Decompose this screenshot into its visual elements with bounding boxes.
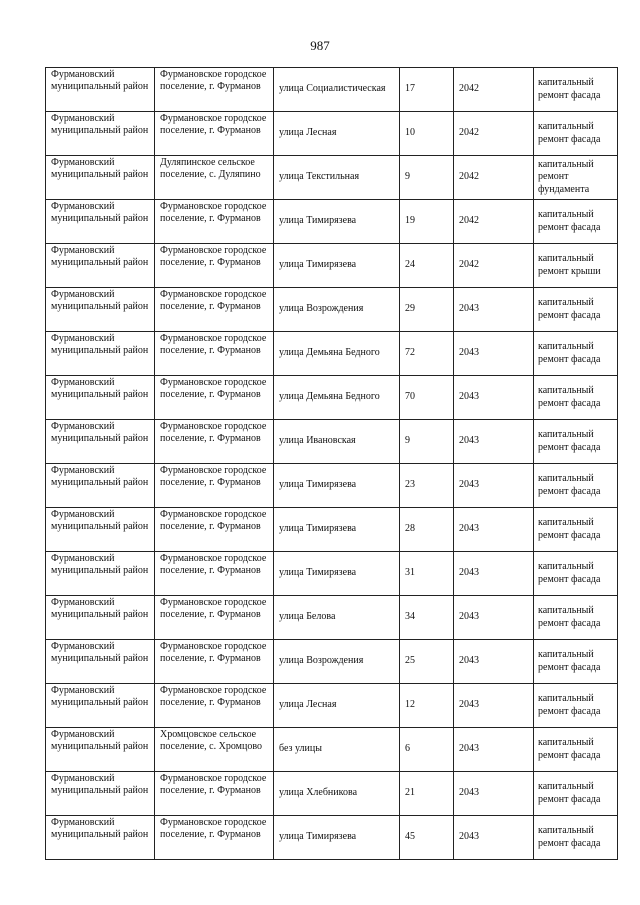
district-cell: Фурмановский муниципальный район xyxy=(46,596,155,640)
street-cell: улица Возрождения xyxy=(274,640,400,684)
house-number-cell: 10 xyxy=(400,112,454,156)
work-type-cell: капитальный ремонт фасада xyxy=(534,684,618,728)
work-type-cell: капитальный ремонт фасада xyxy=(534,112,618,156)
year-cell: 2043 xyxy=(454,464,534,508)
house-number-cell: 23 xyxy=(400,464,454,508)
work-type-cell: капитальный ремонт фасада xyxy=(534,508,618,552)
house-number-cell: 19 xyxy=(400,200,454,244)
street-cell: улица Тимирязева xyxy=(274,200,400,244)
year-cell: 2043 xyxy=(454,376,534,420)
table-row xyxy=(46,684,618,728)
settlement-cell: Фурмановское городское поселение, г. Фурманов xyxy=(155,288,274,332)
district-cell: Фурмановский муниципальный район xyxy=(46,728,155,772)
table-row xyxy=(46,464,618,508)
work-type-cell: капитальный ремонт фасада xyxy=(534,288,618,332)
house-number-cell: 17 xyxy=(400,68,454,112)
district-cell: Фурмановский муниципальный район xyxy=(46,156,155,200)
street-cell: улица Демьяна Бедного xyxy=(274,332,400,376)
settlement-cell: Фурмановское городское поселение, г. Фурманов xyxy=(155,596,274,640)
district-cell: Фурмановский муниципальный район xyxy=(46,508,155,552)
table-row xyxy=(46,552,618,596)
settlement-cell: Фурмановское городское поселение, г. Фурманов xyxy=(155,508,274,552)
house-number-cell: 25 xyxy=(400,640,454,684)
house-number-cell: 28 xyxy=(400,508,454,552)
work-type-cell: капитальный ремонт фасада xyxy=(534,332,618,376)
settlement-cell: Фурмановское городское поселение, г. Фурманов xyxy=(155,68,274,112)
year-cell: 2043 xyxy=(454,552,534,596)
year-cell: 2042 xyxy=(454,68,534,112)
table-row xyxy=(46,200,618,244)
district-cell: Фурмановский муниципальный район xyxy=(46,420,155,464)
table-row xyxy=(46,420,618,464)
settlement-cell: Фурмановское городское поселение, г. Фурманов xyxy=(155,376,274,420)
table-row xyxy=(46,244,618,288)
repair-schedule-table xyxy=(45,67,618,860)
settlement-cell: Хромцовское сельское поселение, с. Хромцово xyxy=(155,728,274,772)
house-number-cell: 12 xyxy=(400,684,454,728)
page-number: 987 xyxy=(310,38,330,53)
street-cell: улица Тимирязева xyxy=(274,464,400,508)
year-cell: 2043 xyxy=(454,728,534,772)
house-number-cell: 34 xyxy=(400,596,454,640)
house-number-cell: 29 xyxy=(400,288,454,332)
street-cell: улица Тимирязева xyxy=(274,508,400,552)
work-type-cell: капитальный ремонт фасада xyxy=(534,200,618,244)
work-type-cell: капитальный ремонт фасада xyxy=(534,376,618,420)
district-cell: Фурмановский муниципальный район xyxy=(46,464,155,508)
table-row xyxy=(46,772,618,816)
table-row xyxy=(46,376,618,420)
table-row xyxy=(46,68,618,112)
street-cell: улица Ивановская xyxy=(274,420,400,464)
settlement-cell: Фурмановское городское поселение, г. Фурманов xyxy=(155,640,274,684)
settlement-cell: Фурмановское городское поселение, г. Фурманов xyxy=(155,464,274,508)
table-body xyxy=(46,68,618,860)
year-cell: 2043 xyxy=(454,816,534,860)
settlement-cell: Фурмановское городское поселение, г. Фурманов xyxy=(155,772,274,816)
district-cell: Фурмановский муниципальный район xyxy=(46,68,155,112)
district-cell: Фурмановский муниципальный район xyxy=(46,200,155,244)
year-cell: 2043 xyxy=(454,640,534,684)
work-type-cell: капитальный ремонт фасада xyxy=(534,68,618,112)
work-type-cell: капитальный ремонт фасада xyxy=(534,728,618,772)
work-type-cell: капитальный ремонт фасада xyxy=(534,772,618,816)
house-number-cell: 70 xyxy=(400,376,454,420)
settlement-cell: Фурмановское городское поселение, г. Фурманов xyxy=(155,332,274,376)
year-cell: 2043 xyxy=(454,596,534,640)
year-cell: 2043 xyxy=(454,288,534,332)
settlement-cell: Фурмановское городское поселение, г. Фурманов xyxy=(155,420,274,464)
year-cell: 2042 xyxy=(454,156,534,200)
house-number-cell: 24 xyxy=(400,244,454,288)
year-cell: 2042 xyxy=(454,200,534,244)
house-number-cell: 31 xyxy=(400,552,454,596)
year-cell: 2043 xyxy=(454,420,534,464)
year-cell: 2043 xyxy=(454,684,534,728)
table-row xyxy=(46,596,618,640)
settlement-cell: Дуляпинское сельское поселение, с. Дуляпино xyxy=(155,156,274,200)
work-type-cell: капитальный ремонт фасада xyxy=(534,420,618,464)
district-cell: Фурмановский муниципальный район xyxy=(46,816,155,860)
street-cell: улица Возрождения xyxy=(274,288,400,332)
house-number-cell: 72 xyxy=(400,332,454,376)
work-type-cell: капитальный ремонт фасада xyxy=(534,640,618,684)
table-row xyxy=(46,728,618,772)
table-row xyxy=(46,332,618,376)
district-cell: Фурмановский муниципальный район xyxy=(46,640,155,684)
year-cell: 2043 xyxy=(454,508,534,552)
district-cell: Фурмановский муниципальный район xyxy=(46,684,155,728)
street-cell: улица Тимирязева xyxy=(274,816,400,860)
settlement-cell: Фурмановское городское поселение, г. Фурманов xyxy=(155,552,274,596)
work-type-cell: капитальный ремонт фасада xyxy=(534,464,618,508)
work-type-cell: капитальный ремонт фасада xyxy=(534,596,618,640)
settlement-cell: Фурмановское городское поселение, г. Фурманов xyxy=(155,816,274,860)
street-cell: без улицы xyxy=(274,728,400,772)
table-row xyxy=(46,816,618,860)
settlement-cell: Фурмановское городское поселение, г. Фурманов xyxy=(155,200,274,244)
table-row xyxy=(46,508,618,552)
district-cell: Фурмановский муниципальный район xyxy=(46,244,155,288)
street-cell: улица Текстильная xyxy=(274,156,400,200)
district-cell: Фурмановский муниципальный район xyxy=(46,332,155,376)
street-cell: улица Социалистическая xyxy=(274,68,400,112)
street-cell: улица Лесная xyxy=(274,684,400,728)
year-cell: 2042 xyxy=(454,112,534,156)
work-type-cell: капитальный ремонт фундамента xyxy=(534,156,618,200)
district-cell: Фурмановский муниципальный район xyxy=(46,112,155,156)
district-cell: Фурмановский муниципальный район xyxy=(46,552,155,596)
table-row xyxy=(46,156,618,200)
street-cell: улица Лесная xyxy=(274,112,400,156)
street-cell: улица Хлебникова xyxy=(274,772,400,816)
house-number-cell: 9 xyxy=(400,420,454,464)
street-cell: улица Тимирязева xyxy=(274,244,400,288)
street-cell: улица Демьяна Бедного xyxy=(274,376,400,420)
street-cell: улица Тимирязева xyxy=(274,552,400,596)
work-type-cell: капитальный ремонт фасада xyxy=(534,816,618,860)
year-cell: 2042 xyxy=(454,244,534,288)
house-number-cell: 9 xyxy=(400,156,454,200)
year-cell: 2043 xyxy=(454,772,534,816)
work-type-cell: капитальный ремонт крыши xyxy=(534,244,618,288)
year-cell: 2043 xyxy=(454,332,534,376)
table-row xyxy=(46,640,618,684)
district-cell: Фурмановский муниципальный район xyxy=(46,772,155,816)
house-number-cell: 45 xyxy=(400,816,454,860)
work-type-cell: капитальный ремонт фасада xyxy=(534,552,618,596)
settlement-cell: Фурмановское городское поселение, г. Фурманов xyxy=(155,684,274,728)
house-number-cell: 21 xyxy=(400,772,454,816)
street-cell: улица Белова xyxy=(274,596,400,640)
settlement-cell: Фурмановское городское поселение, г. Фурманов xyxy=(155,112,274,156)
district-cell: Фурмановский муниципальный район xyxy=(46,288,155,332)
house-number-cell: 6 xyxy=(400,728,454,772)
district-cell: Фурмановский муниципальный район xyxy=(46,376,155,420)
table-row xyxy=(46,112,618,156)
settlement-cell: Фурмановское городское поселение, г. Фурманов xyxy=(155,244,274,288)
table-row xyxy=(46,288,618,332)
